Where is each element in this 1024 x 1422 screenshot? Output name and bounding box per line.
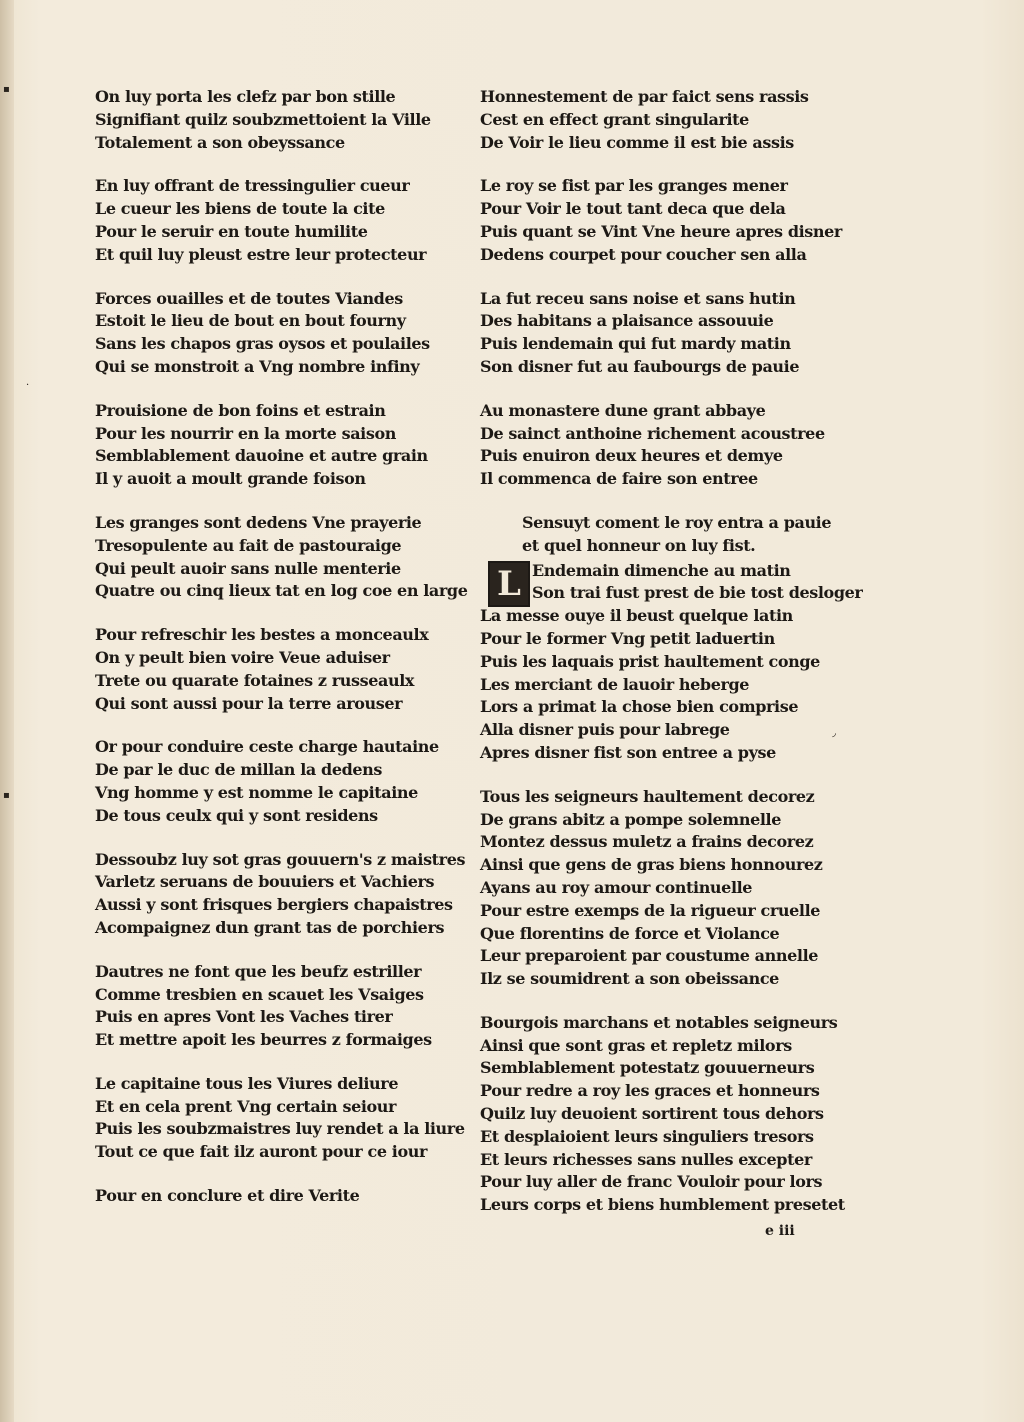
verse-line: De sainct anthoine richement acoustree: [480, 423, 825, 443]
verse-line: Et quil luy pleust estre leur protecteur: [95, 244, 427, 264]
verse-line: Acompaignez dun grant tas de porchiers: [95, 917, 445, 937]
margin-mark: ◞: [832, 728, 836, 739]
verse-line: Sans les chapos gras oysos et poulailes: [95, 334, 430, 354]
section-title-line: Sensuyt coment le roy entra a pauie: [522, 512, 832, 532]
verse-line: On luy porta les clefz par bon stille: [95, 87, 396, 106]
stanza: [480, 786, 880, 991]
verse-line: Puis quant se Vint Vne heure apres disner: [480, 221, 842, 241]
stanza: [480, 288, 880, 379]
right-column: [480, 86, 880, 1238]
verse-line: Varletz seruans de bouuiers et Vachiers: [95, 872, 435, 892]
verse-line: Honnestement de par faict sens rassis: [480, 87, 809, 106]
verse-line: De Voir le lieu comme il est bie assis: [480, 132, 794, 152]
stanza: [95, 1185, 475, 1208]
stanza: [95, 512, 475, 603]
verse-line: Pour Voir le tout tant deca que dela: [480, 199, 786, 219]
verse-line: Puis les soubzmaistres luy rendet a la liure: [95, 1119, 465, 1139]
stanza: [95, 961, 475, 1052]
verse-line: Des habitans a plaisance assouuie: [480, 311, 774, 331]
stanza: [95, 736, 475, 827]
verse-line: Forces ouailles et de toutes Viandes: [95, 288, 403, 308]
verse-line: Prouisione de bon foins et estrain: [95, 400, 386, 420]
verse-line: Dessoubz luy sot gras gouuern's z maistres: [95, 849, 466, 869]
margin-mark: ▪: [3, 84, 10, 95]
verse-line: Signifiant quilz soubzmettoient la Ville: [95, 109, 431, 129]
verse-line: On y peult bien voire Veue aduiser: [95, 647, 390, 667]
verse-line: Apres disner fist son entree a pyse: [480, 742, 776, 762]
verse-line: Qui peult auoir sans nulle menterie: [95, 558, 401, 578]
verse-line: Comme tresbien en scauet les Vsaiges: [95, 984, 424, 1004]
verse-line: Alla disner puis pour labrege: [480, 720, 730, 740]
verse-line: Ainsi que gens de gras biens honnourez: [480, 855, 823, 875]
verse-line: Il commenca de faire son entree: [480, 469, 758, 489]
verse-line: Et desplaioient leurs singuliers tresors: [480, 1126, 814, 1146]
stanza: [95, 849, 475, 940]
verse-line: Pour en conclure et dire Verite: [95, 1186, 360, 1206]
stanza: [480, 175, 880, 266]
verse-line: De grans abitz a pompe solemnelle: [480, 809, 781, 829]
verse-line: Que florentins de force et Violance: [480, 923, 780, 943]
stanza: [95, 624, 475, 715]
verse-line: Ilz se soumidrent a son obeissance: [480, 969, 779, 989]
stanza: [95, 400, 475, 491]
verse-line: Pour redre a roy les graces et honneurs: [480, 1081, 820, 1101]
verse-line: Puis les laquais prist haultement conge: [480, 651, 820, 671]
verse-line: Aussi y sont frisques bergiers chapaistres: [95, 895, 453, 915]
right-top-stanzas: [480, 86, 880, 491]
verse-line: Ainsi que sont gras et repletz milors: [480, 1035, 792, 1055]
verse-line: Tresopulente au fait de pastouraige: [95, 535, 402, 555]
margin-mark: ▪: [3, 790, 10, 801]
verse-line: Pour le former Vng petit laduertin: [480, 628, 775, 648]
verse-line: Bourgois marchans et notables seigneurs: [480, 1012, 838, 1032]
verse-line: Et mettre apoit les beurres z formaiges: [95, 1030, 432, 1050]
stanza: [480, 1012, 880, 1217]
verse-line: De par le duc de millan la dedens: [95, 760, 383, 780]
verse-line: Et en cela prent Vng certain seiour: [95, 1096, 397, 1116]
verse-line: Pour luy aller de franc Vouloir pour lors: [480, 1172, 823, 1192]
verse-line: Pour les nourrir en la morte saison: [95, 423, 396, 443]
verse-line: Son disner fut au faubourgs de pauie: [480, 356, 800, 376]
verse-line: Leur preparoient par coustume annelle: [480, 946, 819, 966]
verse-line: De tous ceulx qui y sont residens: [95, 805, 378, 825]
signature-mark: e iii: [765, 1223, 795, 1239]
verse-line: Son trai fust prest de bie tost desloger: [532, 583, 863, 603]
verse-line: Lors a primat la chose bien comprise: [480, 697, 799, 717]
verse-line: En luy offrant de tressingulier cueur: [95, 176, 410, 196]
verse-line: Pour le seruir en toute humilite: [95, 221, 368, 241]
verse-line: Leurs corps et biens humblement presetet: [480, 1195, 845, 1215]
section-title-line: et quel honneur on luy fist.: [522, 535, 756, 555]
verse-line: Totalement a son obeyssance: [95, 132, 345, 152]
verse-line: Vng homme y est nomme le capitaine: [95, 782, 418, 802]
binding-gutter: [0, 0, 14, 1422]
stanza: [95, 1073, 475, 1164]
verse-line: Semblablement dauoine et autre grain: [95, 446, 428, 466]
verse-line: Or pour conduire ceste charge hautaine: [95, 737, 439, 757]
left-column: [95, 86, 475, 1229]
verse-line: Cest en effect grant singularite: [480, 109, 749, 129]
verse-line: Pour estre exemps de la rigueur cruelle: [480, 900, 821, 920]
verse-line: Le cueur les biens de toute la cite: [95, 199, 385, 219]
verse-line: Quatre ou cinq lieux tat en log coe en large: [95, 581, 468, 601]
verse-line: Puis en apres Vont les Vaches tirer: [95, 1007, 393, 1027]
verse-line: Pour refreschir les bestes a monceaulx: [95, 625, 429, 645]
margin-mark: ·: [26, 380, 30, 391]
verse-line: Qui se monstroit a Vng nombre infiny: [95, 356, 420, 376]
verse-line: La fut receu sans noise et sans hutin: [480, 288, 796, 308]
verse-line: Et leurs richesses sans nulles excepter: [480, 1149, 812, 1169]
stanza: [480, 86, 880, 154]
verse-line: Quilz luy deuoient sortirent tous dehors: [480, 1104, 824, 1124]
stanza: [95, 288, 475, 379]
verse-line: La messe ouye il beust quelque latin: [480, 606, 793, 626]
verse-line: Trete ou quarate fotaines z russeaulx: [95, 670, 415, 690]
verse-line: Puis enuiron deux heures et demye: [480, 446, 783, 466]
verse-line: Dedens courpet pour coucher sen alla: [480, 244, 807, 264]
verse-line: Montez dessus muletz a frains decorez: [480, 832, 814, 852]
stanza: [95, 86, 475, 154]
stanza: [95, 175, 475, 266]
verse-line: Qui sont aussi pour la terre arouser: [95, 693, 403, 713]
section-title: [522, 512, 880, 558]
verse-line: Ayans au roy amour continuelle: [480, 877, 753, 897]
verse-line: Les merciant de lauoir heberge: [480, 674, 750, 694]
verse-line: Tous les seigneurs haultement decorez: [480, 786, 815, 806]
verse-line: Le capitaine tous les Viures deliure: [95, 1073, 399, 1093]
verse-line: Le roy se fist par les granges mener: [480, 176, 788, 196]
verse-line: Il y auoit a moult grande foison: [95, 469, 366, 489]
verse-line: Tout ce que fait ilz auront pour ce iour: [95, 1142, 427, 1162]
right-bottom-stanzas: [480, 786, 880, 1217]
verse-line: Les granges sont dedens Vne prayerie: [95, 512, 422, 532]
verse-line: Endemain dimenche au matin: [532, 560, 791, 580]
verse-line: Au monastere dune grant abbaye: [480, 400, 766, 420]
drop-cap-initial: L: [488, 561, 530, 607]
stanza: [480, 400, 880, 491]
verse-line: Estoit le lieu de bout en bout fourny: [95, 311, 406, 331]
drop-cap-stanza: [480, 560, 880, 765]
verse-line: Semblablement potestatz gouuerneurs: [480, 1058, 815, 1078]
verse-line: Puis lendemain qui fut mardy matin: [480, 334, 791, 354]
verse-line: Dautres ne font que les beufz estriller: [95, 961, 422, 981]
